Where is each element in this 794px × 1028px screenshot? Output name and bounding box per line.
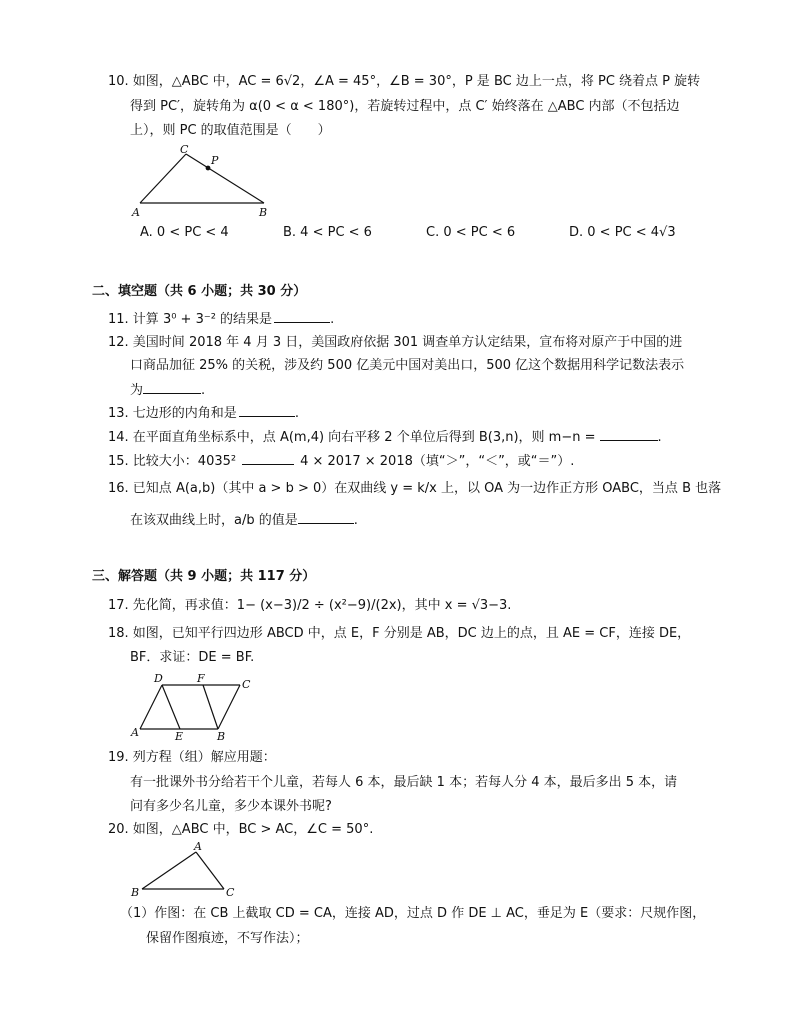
q15-pre: 15. 比较大小：4035²	[108, 454, 237, 469]
q18-label-d: D	[154, 672, 163, 685]
q16-end: .	[353, 513, 358, 528]
q18-parallelogram-figure	[128, 672, 258, 744]
q18-line1: 18. 如图，已知平行四边形 ABCD 中，点 E，F 分别是 AB，DC 边上的点，且 AE = CF，连接 DE，	[108, 626, 691, 641]
q12-line2: 口商品加征 25% 的关税，涉及约 500 亿美元中国对美出口，500 亿这个数据用科学记数法表示	[130, 358, 685, 373]
q11-end: .	[330, 312, 335, 327]
q10-option-c: C. 0 < PC < 6	[426, 225, 516, 240]
q13-end: .	[294, 406, 299, 421]
q17-text: 17. 先化简，再求值：1− (x−3)/2 ÷ (x²−9)/(2x)，其中 x = √3−3.	[108, 598, 512, 613]
q20-label-a: A	[194, 840, 202, 853]
q18-label-e: E	[175, 730, 184, 743]
q20-label-b: B	[131, 886, 140, 899]
q13-blank	[239, 404, 295, 417]
q15	[108, 452, 574, 470]
q13-text: 13. 七边形的内角和是	[108, 406, 237, 421]
q12-line3	[130, 381, 205, 399]
q12-blank	[143, 381, 201, 394]
q18-label-a: A	[131, 726, 139, 739]
q18-line2: BF．求证：DE = BF.	[130, 650, 255, 665]
q10-line1: 10. 如图，△ABC 中，AC = 6√2，∠A = 45°，∠B = 30°，P 是 BC 边上一点，将 PC 绕着点 P 旋转	[108, 74, 701, 89]
q20-sub1-line1: （1）作图：在 CB 上截取 CD = CA，连接 AD，过点 D 作 DE ⊥ AC，垂足为 E（要求：尺规作图，	[120, 906, 706, 921]
q14-blank	[600, 428, 658, 441]
q20-label-c: C	[226, 886, 235, 899]
q10-line2: 得到 PC′，旋转角为 α(0 < α < 180°)，若旋转过程中，点 C′ 始终落在 △ABC 内部（不包括边	[130, 99, 680, 114]
q10-label-b: B	[259, 206, 268, 219]
q15-post: 4 × 2017 × 2018（填“＞”，“＜”，或“＝”）.	[300, 454, 575, 469]
q10-option-d: D. 0 < PC < 4√3	[569, 225, 676, 240]
q14	[108, 428, 662, 446]
q11-text: 11. 计算 3⁰ + 3⁻² 的结果是	[108, 312, 273, 327]
q19-line2: 有一批课外书分给若干个儿童，若每人 6 本，最后缺 1 本；若每人分 4 本，最后多出 5 本，请	[130, 775, 678, 790]
section3-title: 三、解答题（共 9 小题；共 117 分）	[92, 569, 316, 584]
q10-option-a: A. 0 < PC < 4	[140, 225, 229, 240]
q15-blank	[242, 452, 294, 465]
q16-line2	[130, 511, 358, 529]
q10-label-a: A	[132, 206, 140, 219]
section2-title: 二、填空题（共 6 小题；共 30 分）	[92, 284, 307, 299]
q16-blank	[298, 511, 354, 524]
q18-label-f: F	[197, 672, 205, 685]
q10-option-b: B. 4 < PC < 6	[283, 225, 372, 240]
q12-line1: 12. 美国时间 2018 年 4 月 3 日，美国政府依据 301 调查单方认定结果，宣布将对原产于中国的进	[108, 335, 683, 350]
q10-label-c: C	[180, 144, 189, 156]
q20-sub1-line2: 保留作图痕迹，不写作法）；	[146, 931, 309, 946]
q12-end: .	[201, 383, 206, 398]
q20-line1: 20. 如图，△ABC 中，BC > AC，∠C = 50°.	[108, 822, 374, 837]
q20-triangle-figure	[128, 840, 248, 902]
q19-line3: 问有多少名儿童，多少本课外书呢?	[130, 799, 332, 814]
q11	[108, 310, 334, 328]
q16-line2-pre: 在该双曲线上时，a/b 的值是	[130, 513, 298, 528]
q16-line1: 16. 已知点 A(a,b)（其中 a > b > 0）在双曲线 y = k/x 上，以 OA 为一边作正方形 OABC，当点 B 也落	[108, 481, 722, 496]
q18-label-b: B	[217, 730, 226, 743]
q11-blank	[274, 310, 330, 323]
q10-line3: 上），则 PC 的取值范围是（ ）	[130, 123, 331, 138]
q13	[108, 404, 299, 422]
q10-label-p: P	[211, 154, 219, 167]
q18-label-c: C	[242, 678, 251, 691]
q14-end: .	[657, 430, 662, 445]
q10-triangle-figure	[128, 144, 278, 220]
q12-line3-pre: 为	[130, 383, 144, 398]
q14-text: 14. 在平面直角坐标系中，点 A(m,4) 向右平移 2 个单位后得到 B(3,n)，则 m−n =	[108, 430, 596, 445]
q19-line1: 19. 列方程（组）解应用题：	[108, 750, 276, 765]
